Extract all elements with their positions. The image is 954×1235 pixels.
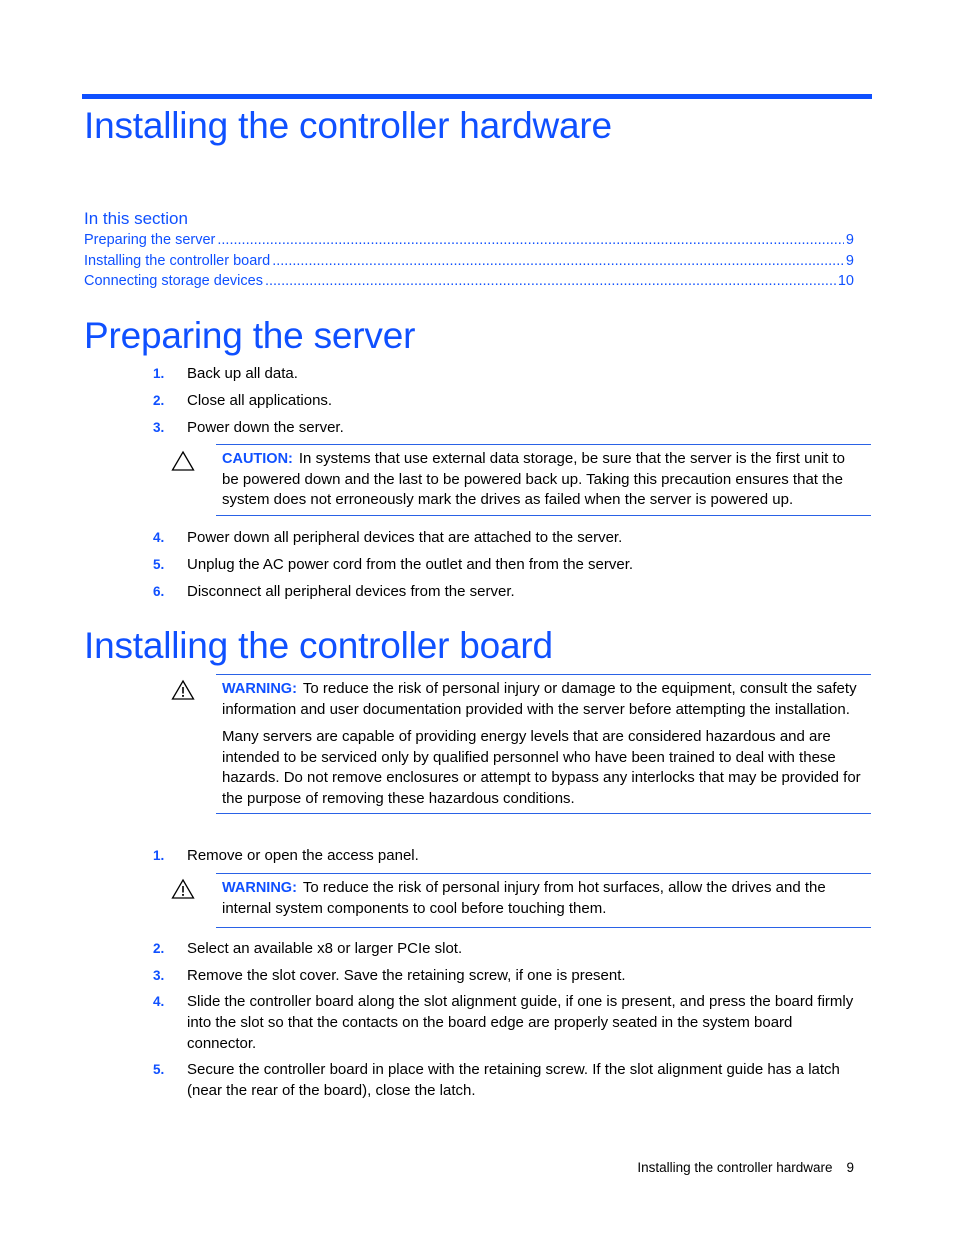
toc-entry-installing-the-controller-board[interactable] (84, 251, 854, 272)
list-item (153, 991, 863, 1054)
chapter-top-rule (82, 94, 872, 99)
toc-leader-dots (272, 251, 844, 271)
step-text: Back up all data. (187, 365, 298, 382)
step-text: Remove or open the access panel. (187, 847, 419, 864)
step-number: 1. (153, 366, 165, 381)
warning-exclamation-triangle-icon (171, 679, 195, 701)
footer-title: Installing the controller hardware (637, 1160, 833, 1175)
list-item (153, 1059, 863, 1101)
toc-entry-title: Preparing the server (84, 232, 216, 248)
warning-note (216, 873, 871, 928)
warning-text-continued: Many servers are capable of providing energy levels that are considered hazardous and are intended to be serviced only by qualified personnel who have been trained to deal with these hazards. Do not remove enclosures or attempt to bypass any interlocks that may be provided for the purpose of removing these hazardous conditions. (222, 728, 861, 807)
step-number: 4. (153, 994, 165, 1009)
step-text: Power down all peripheral devices that are attached to the server. (187, 529, 623, 546)
list-item (153, 554, 863, 575)
list-item (153, 845, 863, 866)
toc-entry-title: Connecting storage devices (84, 273, 263, 289)
warning-label: WARNING: (222, 880, 297, 896)
warning-text: To reduce the risk of personal injury or damage to the equipment, consult the safety information and user documentation provided with the server before attempting the installation. (222, 680, 857, 718)
step-number: 1. (153, 848, 165, 863)
section-heading-preparing: Preparing the server (84, 315, 416, 356)
caution-label: CAUTION: (222, 451, 293, 467)
step-number: 5. (153, 557, 165, 572)
toc-entry-page: 9 (845, 232, 854, 248)
chapter-title: Installing the controller hardware (84, 105, 612, 146)
step-text: Remove the slot cover. Save the retaining screw, if one is present. (187, 967, 626, 984)
list-item (153, 417, 863, 438)
page-footer (637, 1158, 854, 1178)
warning-note (216, 674, 871, 814)
toc-entry-title: Installing the controller board (84, 252, 271, 269)
toc-entry-page: 9 (845, 252, 854, 269)
step-number: 3. (153, 420, 165, 435)
step-text: Slide the controller board along the slot alignment guide, if one is present, and press the board firmly into the slot so that the contacts on the board edge are properly seated in the system board connector. (187, 993, 854, 1052)
step-number: 4. (153, 530, 165, 545)
list-item (153, 581, 863, 602)
toc-leader-dots (265, 271, 836, 291)
caution-triangle-icon (171, 450, 195, 472)
step-text: Secure the controller board in place with the retaining screw. If the slot alignment guide has a latch (near the rear of the board), close the latch. (187, 1061, 840, 1099)
step-number: 2. (153, 393, 165, 408)
section-heading-installing: Installing the controller board (84, 625, 553, 666)
step-number: 2. (153, 941, 165, 956)
warning-text: To reduce the risk of personal injury from hot surfaces, allow the drives and the internal system components to cool before touching them. (222, 879, 826, 917)
warning-label: WARNING: (222, 681, 297, 697)
section-toc (84, 230, 854, 292)
footer-page-number: 9 (846, 1160, 854, 1175)
step-text: Unplug the AC power cord from the outlet and then from the server. (187, 556, 634, 573)
caution-note (216, 444, 871, 516)
list-item (153, 527, 863, 548)
list-item (153, 363, 863, 384)
step-number: 3. (153, 968, 165, 983)
step-text: Close all applications. (187, 392, 333, 409)
caution-text: In systems that use external data storage, be sure that the server is the first unit to be powered down and the last to be powered back up. Taking this precaution ensures that the system does not erroneously mark the drives as failed when the server is powered up. (222, 450, 845, 508)
in-this-section-label: In this section (84, 209, 188, 228)
step-number: 6. (153, 584, 165, 599)
step-text: Disconnect all peripheral devices from the server. (187, 583, 515, 600)
warning-exclamation-triangle-icon (171, 878, 195, 900)
step-text: Power down the server. (187, 419, 344, 436)
list-item (153, 938, 863, 959)
list-item (153, 965, 863, 986)
step-text: Select an available x8 or larger PCIe slot. (187, 940, 463, 957)
toc-entry-preparing-the-server[interactable] (84, 230, 854, 251)
step-number: 5. (153, 1062, 165, 1077)
toc-entry-page: 10 (837, 273, 854, 289)
toc-entry-connecting-storage-devices[interactable] (84, 271, 854, 292)
toc-leader-dots (217, 230, 844, 250)
list-item (153, 390, 863, 411)
